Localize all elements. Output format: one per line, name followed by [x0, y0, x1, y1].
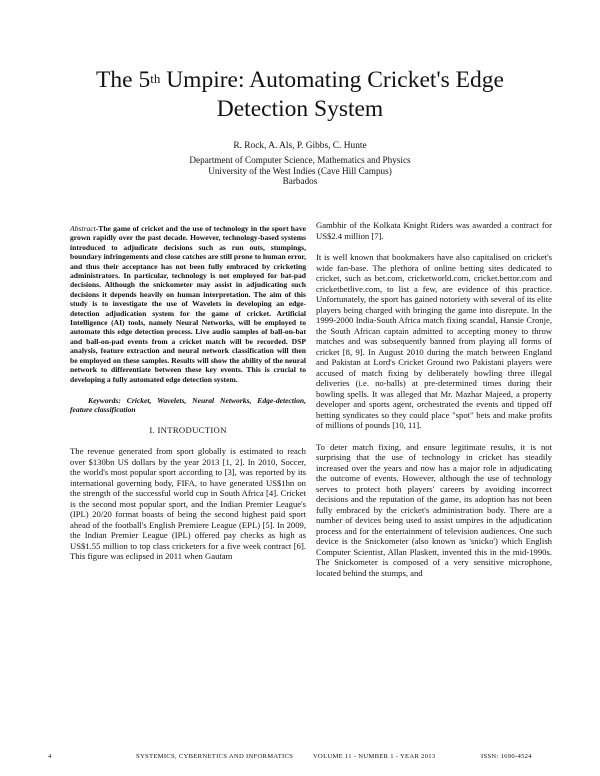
affiliation-line: Barbados: [282, 176, 318, 186]
body-paragraph: To deter match fixing, and ensure legitimate results, it is not surprising that the use of technology in cricket has steadily increased over the years and now has a major role in adjudicating the outcome of events. However, although the use of technology serves to protect both players' careers by avoiding incorrect decisions and the reputation of the game, its adoption has not been fully embraced by the cricket's administration body. There are a number of devices being used to assist umpires in the adjudication process and for the entertainment of television audiences. One such device is the Snickometer (also known as 'snicko') which English Computer Scientist, Allan Plaskett, invented this in the mid-1990s. The Snickometer is composed of a very sensitive microphone, located behind the stumps, and: [316, 441, 552, 578]
body-paragraph: It is well known that bookmakers have also capitalised on cricket's wide fan-base. The plethora of online betting sites dedicated to cricket, such as bet.com, cricketworld.com, cricket.bettor.com and cricketbetlive.com, to list a few, are evidence of this practice. Unfortunately, the sport has gained notoriety with several of its elite players being charged with bringing the game into disrepute. In the 1999-2000 India-South Africa match fixing scandal, Hansie Cronje, the South African captain admitted to accepting money to throw matches and was subsequently banned from playing all forms of cricket [8, 9]. In August 2010 during the match between England and Pakistan at Lord's Cricket Ground two Pakistani players were accused of match fixing by deliberately bowling three illegal deliveries (i.e. no-balls) at pre-determined times during their bowling spells. It was alleged that Mr. Mazhar Majeed, a property developer and sports agent, orchestrated the events and tipped off betting syndicates so they could place "spot" bets and make profits of millions of pounds [10, 11].: [316, 252, 552, 430]
left-column: [70, 224, 306, 562]
title-line1-rest: Umpire: Automating Cricket's Edge: [160, 67, 504, 93]
affiliation-line: University of the West Indies (Cave Hill Campus): [208, 165, 392, 176]
authors: R. Rock, A. Als, P. Gibbs, C. Hunte: [233, 141, 367, 151]
page-number: 4: [48, 753, 52, 760]
page-footer: [48, 752, 558, 762]
keywords: Keywords: Cricket, Wavelets, Neural Networks, Edge-detection, feature classification: [70, 395, 306, 415]
body-paragraph: The revenue generated from sport globally is estimated to reach over $130bn US dollars by the year 2013 [1, 2]. In 2010, Soccer, the world's most popular sport according to [3], was reported by its international governing body, FIFA, to have generated US$1bn on the strength of the successful world cup in South Africa [4]. Cricket is the second most popular sport, and the Indian Premier League's (IPL) 20/20 format boasts of being the second highest paid sport ahead of the football's English Premiere League (EPL) [5]. In 2009, the Indian Premier League (IPL) offered pay checks as high as US$1.55 million to top class cricketers for a five week contract [6]. This figure was eclipsed in 2011 when Gautam: [70, 446, 306, 562]
journal-name: SYSTEMICS, CYBERNETICS AND INFORMATICS: [136, 753, 294, 760]
body-paragraph: Gambhir of the Kolkata Knight Riders was awarded a contract for US$2.4 million [7].: [316, 220, 552, 241]
affiliation-line: Department of Computer Science, Mathematics and Physics: [189, 155, 411, 165]
volume-info: VOLUME 11 - NUMBER 1 - YEAR 2013: [313, 753, 436, 760]
title-superscript: th: [150, 71, 161, 86]
abstract-text: -The game of cricket and the use of technology in the sport have grown rapidly over the past decade. However, technology-based systems introduced to adjudicate decisions such as run outs, stumpings, boundary infringements and close catches are still prone to human error, and thus their acceptance has not been fully embraced by cricketing administrators. In particular, technology is not employed for bat-pad decisions. Although the snickometer may assist in adjudicating such decisions it depends heavily on human interpretation. The aim of this study is to investigate the use of Wavelets in developing an edge-detection adjudication system for the game of cricket. Artificial Intelligence (AI) tools, namely Neural Networks, will be employed to automate this edge detection process. Live audio samples of ball-on-bat and ball-on-pad events from a cricket match will be recorded. DSP analysis, feature extraction and neural network classification will then be employed on these samples. Results will show the ability of the neural network to differentiate between these key events. This is crucial to developing a fully automated edge detection system.: [70, 224, 306, 384]
affiliation: [40, 155, 560, 187]
abstract-label: Abstract: [70, 224, 96, 233]
title-main: The 5: [96, 67, 151, 93]
paper-title: [40, 66, 560, 124]
right-column: [316, 220, 552, 578]
issn: ISSN: 1690-4524: [481, 753, 532, 760]
abstract: [70, 224, 306, 384]
title-line2: Detection System: [216, 96, 384, 122]
section-heading: I. INTRODUCTION: [149, 424, 227, 435]
